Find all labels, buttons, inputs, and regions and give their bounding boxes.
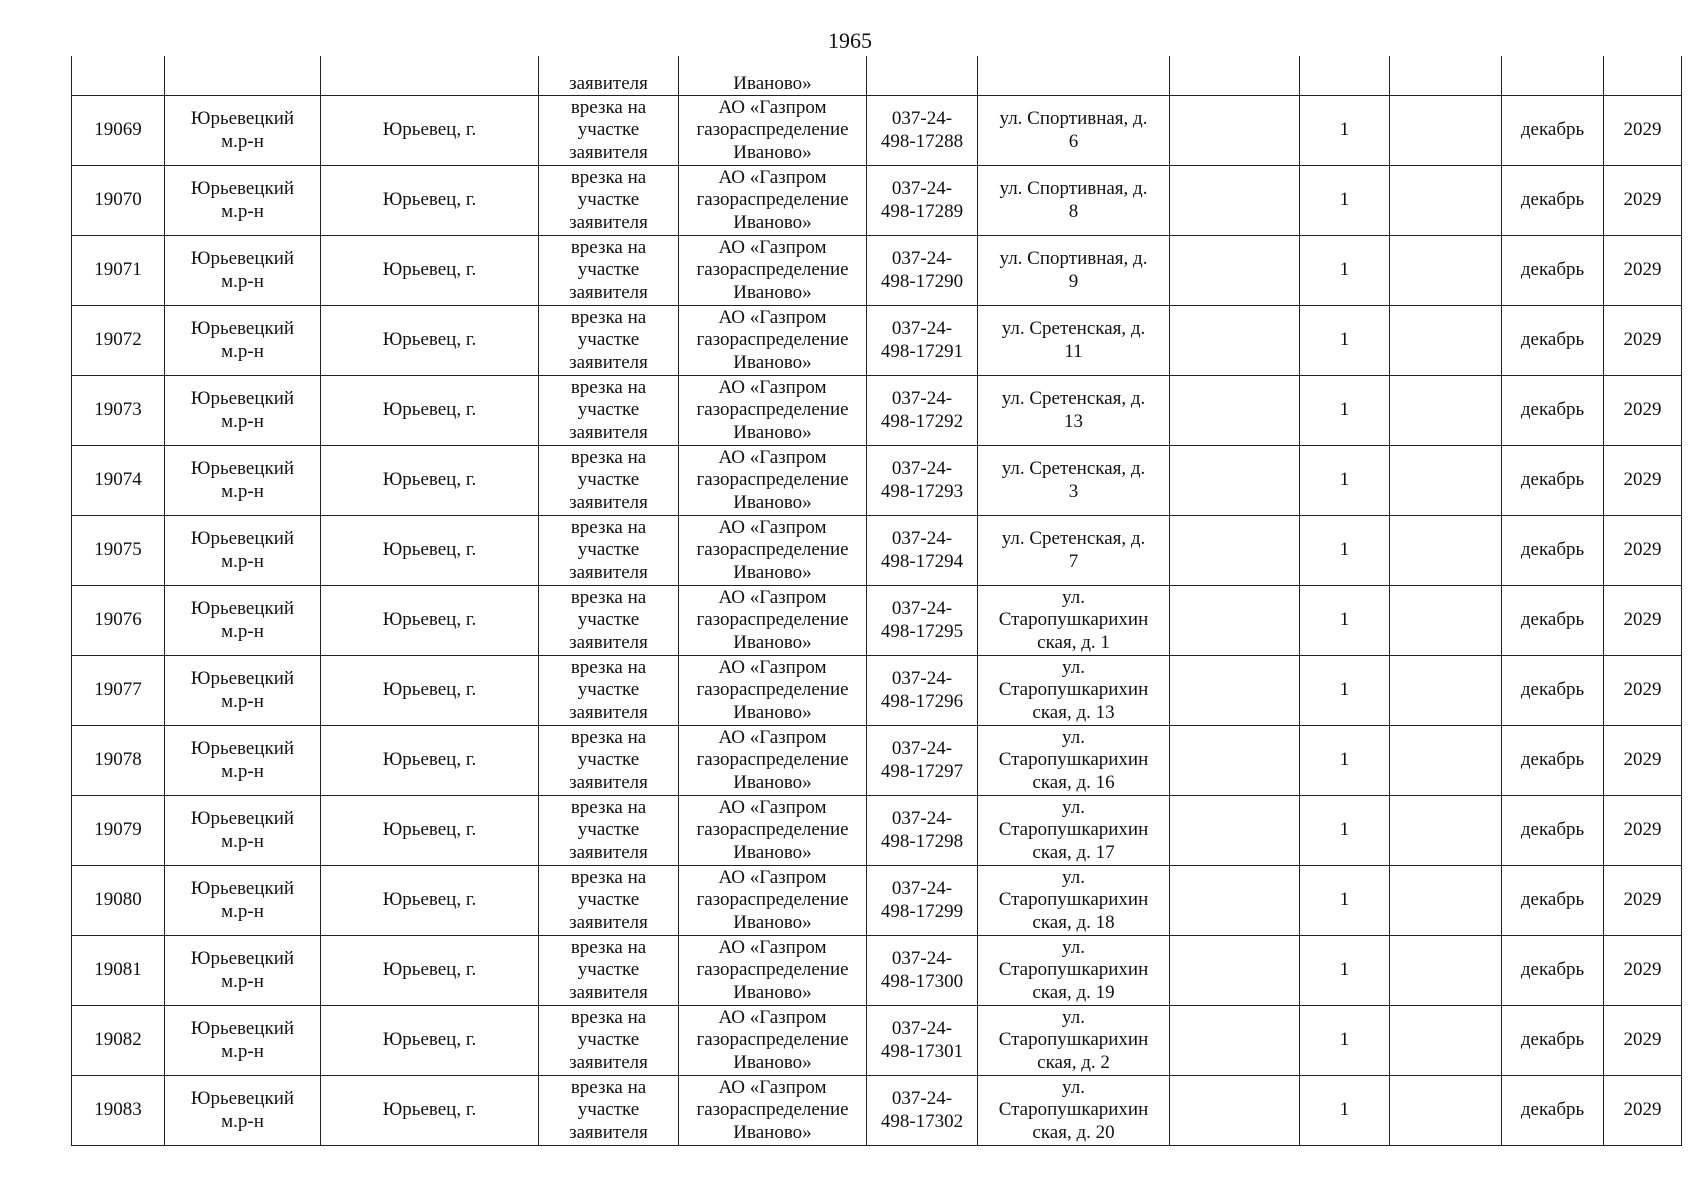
- cell-address: ул. Спортивная, д. 6: [978, 96, 1170, 166]
- table-row: [72, 796, 1682, 866]
- cell-year: 2029: [1604, 96, 1682, 166]
- cell-district: Юрьевецкий м.р-н: [165, 866, 321, 936]
- cell-year: [1604, 56, 1682, 96]
- cell-quantity: 1: [1300, 1006, 1390, 1076]
- cell-owner: АО «Газпром газораспределение Иваново»: [679, 1006, 867, 1076]
- cell-year: 2029: [1604, 376, 1682, 446]
- cell-address: ул. Старопушкарихин ская, д. 1: [978, 586, 1170, 656]
- cell-quantity: 1: [1300, 376, 1390, 446]
- cell-number: 19080: [72, 866, 165, 936]
- cell-city: Юрьевец, г.: [321, 376, 539, 446]
- cell-connection-type: врезка на участке заявителя: [539, 936, 679, 1006]
- cell-connection-type: врезка на участке заявителя: [539, 656, 679, 726]
- cell-number: 19072: [72, 306, 165, 376]
- cell-number: 19082: [72, 1006, 165, 1076]
- cell-number: 19077: [72, 656, 165, 726]
- cell-col9: [1170, 726, 1300, 796]
- cell-month: декабрь: [1502, 866, 1604, 936]
- cell-owner: АО «Газпром газораспределение Иваново»: [679, 236, 867, 306]
- cell-code: 037-24- 498-17292: [867, 376, 978, 446]
- cell-code: 037-24- 498-17289: [867, 166, 978, 236]
- cell-code: 037-24- 498-17297: [867, 726, 978, 796]
- cell-col11: [1390, 1006, 1502, 1076]
- cell-col11: [1390, 446, 1502, 516]
- cell-connection-type: врезка на участке заявителя: [539, 306, 679, 376]
- cell-year: 2029: [1604, 936, 1682, 1006]
- cell-month: декабрь: [1502, 376, 1604, 446]
- cell-owner: АО «Газпром газораспределение Иваново»: [679, 796, 867, 866]
- cell-month: декабрь: [1502, 1076, 1604, 1146]
- cell-code: 037-24- 498-17294: [867, 516, 978, 586]
- cell-connection-type: врезка на участке заявителя: [539, 166, 679, 236]
- cell-city: Юрьевец, г.: [321, 936, 539, 1006]
- cell-city: Юрьевец, г.: [321, 166, 539, 236]
- cell-quantity: 1: [1300, 796, 1390, 866]
- cell-district: Юрьевецкий м.р-н: [165, 1006, 321, 1076]
- cell-district: Юрьевецкий м.р-н: [165, 446, 321, 516]
- cell-owner: АО «Газпром газораспределение Иваново»: [679, 936, 867, 1006]
- cell-owner: АО «Газпром газораспределение Иваново»: [679, 306, 867, 376]
- cell-district: Юрьевецкий м.р-н: [165, 96, 321, 166]
- cell-month: декабрь: [1502, 446, 1604, 516]
- table-row: [72, 446, 1682, 516]
- cell-district: Юрьевецкий м.р-н: [165, 306, 321, 376]
- cell-col9: [1170, 446, 1300, 516]
- cell-month: декабрь: [1502, 586, 1604, 656]
- cell-connection-type: врезка на участке заявителя: [539, 236, 679, 306]
- cell-year: 2029: [1604, 1006, 1682, 1076]
- cell-connection-type: врезка на участке заявителя: [539, 586, 679, 656]
- cell-connection-type: врезка на участке заявителя: [539, 866, 679, 936]
- cell-col9: [1170, 516, 1300, 586]
- table-body: [72, 56, 1682, 1146]
- cell-connection-type: врезка на участке заявителя: [539, 376, 679, 446]
- cell-address: ул. Старопушкарихин ская, д. 20: [978, 1076, 1170, 1146]
- cell-col11: [1390, 656, 1502, 726]
- cell-address: ул. Спортивная, д. 8: [978, 166, 1170, 236]
- cell-city: Юрьевец, г.: [321, 236, 539, 306]
- cell-col9: [1170, 586, 1300, 656]
- cell-col9: [1170, 796, 1300, 866]
- cell-connection-type: заявителя: [539, 56, 679, 96]
- cell-col11: [1390, 726, 1502, 796]
- cell-connection-type: врезка на участке заявителя: [539, 1006, 679, 1076]
- cell-month: декабрь: [1502, 236, 1604, 306]
- cell-quantity: 1: [1300, 96, 1390, 166]
- cell-col11: [1390, 936, 1502, 1006]
- cell-col9: [1170, 306, 1300, 376]
- cell-month: декабрь: [1502, 306, 1604, 376]
- table-row: [72, 306, 1682, 376]
- cell-district: Юрьевецкий м.р-н: [165, 586, 321, 656]
- cell-quantity: 1: [1300, 656, 1390, 726]
- cell-district: Юрьевецкий м.р-н: [165, 376, 321, 446]
- cell-col9: [1170, 936, 1300, 1006]
- cell-owner: АО «Газпром газораспределение Иваново»: [679, 446, 867, 516]
- cell-address: ул. Старопушкарихин ская, д. 19: [978, 936, 1170, 1006]
- cell-district: Юрьевецкий м.р-н: [165, 936, 321, 1006]
- cell-code: 037-24- 498-17295: [867, 586, 978, 656]
- cell-year: 2029: [1604, 866, 1682, 936]
- cell-city: Юрьевец, г.: [321, 726, 539, 796]
- cell-month: декабрь: [1502, 96, 1604, 166]
- cell-quantity: 1: [1300, 1076, 1390, 1146]
- cell-address: ул. Старопушкарихин ская, д. 16: [978, 726, 1170, 796]
- table-row: [72, 96, 1682, 166]
- cell-month: декабрь: [1502, 656, 1604, 726]
- cell-code: [867, 56, 978, 96]
- continuation-row: [72, 56, 1682, 96]
- cell-quantity: 1: [1300, 306, 1390, 376]
- cell-owner: АО «Газпром газораспределение Иваново»: [679, 726, 867, 796]
- registry-table-wrap: [71, 56, 1682, 1146]
- cell-number: 19070: [72, 166, 165, 236]
- cell-year: 2029: [1604, 656, 1682, 726]
- cell-quantity: 1: [1300, 726, 1390, 796]
- cell-code: 037-24- 498-17293: [867, 446, 978, 516]
- cell-address: ул. Спортивная, д. 9: [978, 236, 1170, 306]
- cell-month: [1502, 56, 1604, 96]
- cell-owner: АО «Газпром газораспределение Иваново»: [679, 166, 867, 236]
- cell-owner: АО «Газпром газораспределение Иваново»: [679, 376, 867, 446]
- cell-quantity: 1: [1300, 236, 1390, 306]
- cell-address: ул. Старопушкарихин ская, д. 13: [978, 656, 1170, 726]
- cell-year: 2029: [1604, 586, 1682, 656]
- cell-connection-type: врезка на участке заявителя: [539, 726, 679, 796]
- cell-month: декабрь: [1502, 936, 1604, 1006]
- cell-quantity: 1: [1300, 446, 1390, 516]
- cell-city: Юрьевец, г.: [321, 866, 539, 936]
- cell-col11: [1390, 96, 1502, 166]
- cell-number: 19069: [72, 96, 165, 166]
- cell-number: 19081: [72, 936, 165, 1006]
- cell-quantity: 1: [1300, 936, 1390, 1006]
- cell-city: Юрьевец, г.: [321, 796, 539, 866]
- cell-col9: [1170, 1076, 1300, 1146]
- cell-district: Юрьевецкий м.р-н: [165, 236, 321, 306]
- cell-year: 2029: [1604, 306, 1682, 376]
- cell-address: [978, 56, 1170, 96]
- cell-col9: [1170, 376, 1300, 446]
- cell-col9: [1170, 96, 1300, 166]
- cell-district: Юрьевецкий м.р-н: [165, 516, 321, 586]
- cell-code: 037-24- 498-17288: [867, 96, 978, 166]
- table-row: [72, 1006, 1682, 1076]
- registry-table: [71, 56, 1682, 1146]
- cell-number: 19079: [72, 796, 165, 866]
- cell-address: ул. Сретенская, д. 13: [978, 376, 1170, 446]
- cell-address: ул. Сретенская, д. 7: [978, 516, 1170, 586]
- cell-col9: [1170, 166, 1300, 236]
- cell-address: ул. Старопушкарихин ская, д. 2: [978, 1006, 1170, 1076]
- cell-code: 037-24- 498-17290: [867, 236, 978, 306]
- cell-year: 2029: [1604, 166, 1682, 236]
- cell-col9: [1170, 656, 1300, 726]
- cell-owner: АО «Газпром газораспределение Иваново»: [679, 516, 867, 586]
- cell-month: декабрь: [1502, 796, 1604, 866]
- cell-city: Юрьевец, г.: [321, 446, 539, 516]
- cell-address: ул. Сретенская, д. 3: [978, 446, 1170, 516]
- cell-code: 037-24- 498-17298: [867, 796, 978, 866]
- cell-number: [72, 56, 165, 96]
- cell-month: декабрь: [1502, 166, 1604, 236]
- cell-number: 19074: [72, 446, 165, 516]
- cell-district: Юрьевецкий м.р-н: [165, 796, 321, 866]
- cell-district: [165, 56, 321, 96]
- cell-code: 037-24- 498-17301: [867, 1006, 978, 1076]
- cell-code: 037-24- 498-17291: [867, 306, 978, 376]
- cell-connection-type: врезка на участке заявителя: [539, 796, 679, 866]
- table-row: [72, 166, 1682, 236]
- table-row: [72, 1076, 1682, 1146]
- cell-col11: [1390, 796, 1502, 866]
- cell-number: 19071: [72, 236, 165, 306]
- table-row: [72, 726, 1682, 796]
- cell-city: [321, 56, 539, 96]
- cell-code: 037-24- 498-17296: [867, 656, 978, 726]
- cell-number: 19083: [72, 1076, 165, 1146]
- cell-number: 19076: [72, 586, 165, 656]
- cell-month: декабрь: [1502, 726, 1604, 796]
- cell-month: декабрь: [1502, 1006, 1604, 1076]
- cell-year: 2029: [1604, 1076, 1682, 1146]
- cell-col9: [1170, 56, 1300, 96]
- page-number: 1965: [828, 28, 872, 53]
- cell-connection-type: врезка на участке заявителя: [539, 516, 679, 586]
- cell-year: 2029: [1604, 236, 1682, 306]
- cell-code: 037-24- 498-17299: [867, 866, 978, 936]
- table-row: [72, 376, 1682, 446]
- cell-number: 19078: [72, 726, 165, 796]
- cell-col11: [1390, 376, 1502, 446]
- cell-quantity: 1: [1300, 866, 1390, 936]
- cell-address: ул. Старопушкарихин ская, д. 18: [978, 866, 1170, 936]
- table-row: [72, 866, 1682, 936]
- cell-city: Юрьевец, г.: [321, 1006, 539, 1076]
- cell-number: 19073: [72, 376, 165, 446]
- cell-year: 2029: [1604, 446, 1682, 516]
- cell-year: 2029: [1604, 796, 1682, 866]
- cell-quantity: 1: [1300, 586, 1390, 656]
- cell-city: Юрьевец, г.: [321, 96, 539, 166]
- cell-city: Юрьевец, г.: [321, 586, 539, 656]
- cell-city: Юрьевец, г.: [321, 306, 539, 376]
- cell-col11: [1390, 166, 1502, 236]
- cell-district: Юрьевецкий м.р-н: [165, 726, 321, 796]
- cell-owner: АО «Газпром газораспределение Иваново»: [679, 96, 867, 166]
- table-row: [72, 586, 1682, 656]
- cell-col11: [1390, 236, 1502, 306]
- cell-col11: [1390, 1076, 1502, 1146]
- cell-city: Юрьевец, г.: [321, 1076, 539, 1146]
- cell-year: 2029: [1604, 726, 1682, 796]
- cell-owner: АО «Газпром газораспределение Иваново»: [679, 656, 867, 726]
- cell-city: Юрьевец, г.: [321, 656, 539, 726]
- table-row: [72, 236, 1682, 306]
- cell-connection-type: врезка на участке заявителя: [539, 446, 679, 516]
- cell-connection-type: врезка на участке заявителя: [539, 96, 679, 166]
- cell-col9: [1170, 1006, 1300, 1076]
- cell-quantity: 1: [1300, 516, 1390, 586]
- cell-col11: [1390, 516, 1502, 586]
- cell-owner: АО «Газпром газораспределение Иваново»: [679, 866, 867, 936]
- cell-city: Юрьевец, г.: [321, 516, 539, 586]
- cell-code: 037-24- 498-17300: [867, 936, 978, 1006]
- cell-owner: АО «Газпром газораспределение Иваново»: [679, 1076, 867, 1146]
- cell-col9: [1170, 236, 1300, 306]
- cell-col11: [1390, 56, 1502, 96]
- cell-owner: АО «Газпром газораспределение Иваново»: [679, 586, 867, 656]
- cell-number: 19075: [72, 516, 165, 586]
- cell-address: ул. Сретенская, д. 11: [978, 306, 1170, 376]
- cell-col9: [1170, 866, 1300, 936]
- cell-quantity: 1: [1300, 166, 1390, 236]
- cell-district: Юрьевецкий м.р-н: [165, 166, 321, 236]
- cell-code: 037-24- 498-17302: [867, 1076, 978, 1146]
- cell-col11: [1390, 306, 1502, 376]
- cell-district: Юрьевецкий м.р-н: [165, 1076, 321, 1146]
- table-row: [72, 656, 1682, 726]
- cell-connection-type: врезка на участке заявителя: [539, 1076, 679, 1146]
- cell-month: декабрь: [1502, 516, 1604, 586]
- cell-address: ул. Старопушкарихин ская, д. 17: [978, 796, 1170, 866]
- cell-year: 2029: [1604, 516, 1682, 586]
- cell-col11: [1390, 866, 1502, 936]
- cell-owner: Иваново»: [679, 56, 867, 96]
- table-row: [72, 516, 1682, 586]
- table-row: [72, 936, 1682, 1006]
- cell-quantity: [1300, 56, 1390, 96]
- cell-col11: [1390, 586, 1502, 656]
- cell-district: Юрьевецкий м.р-н: [165, 656, 321, 726]
